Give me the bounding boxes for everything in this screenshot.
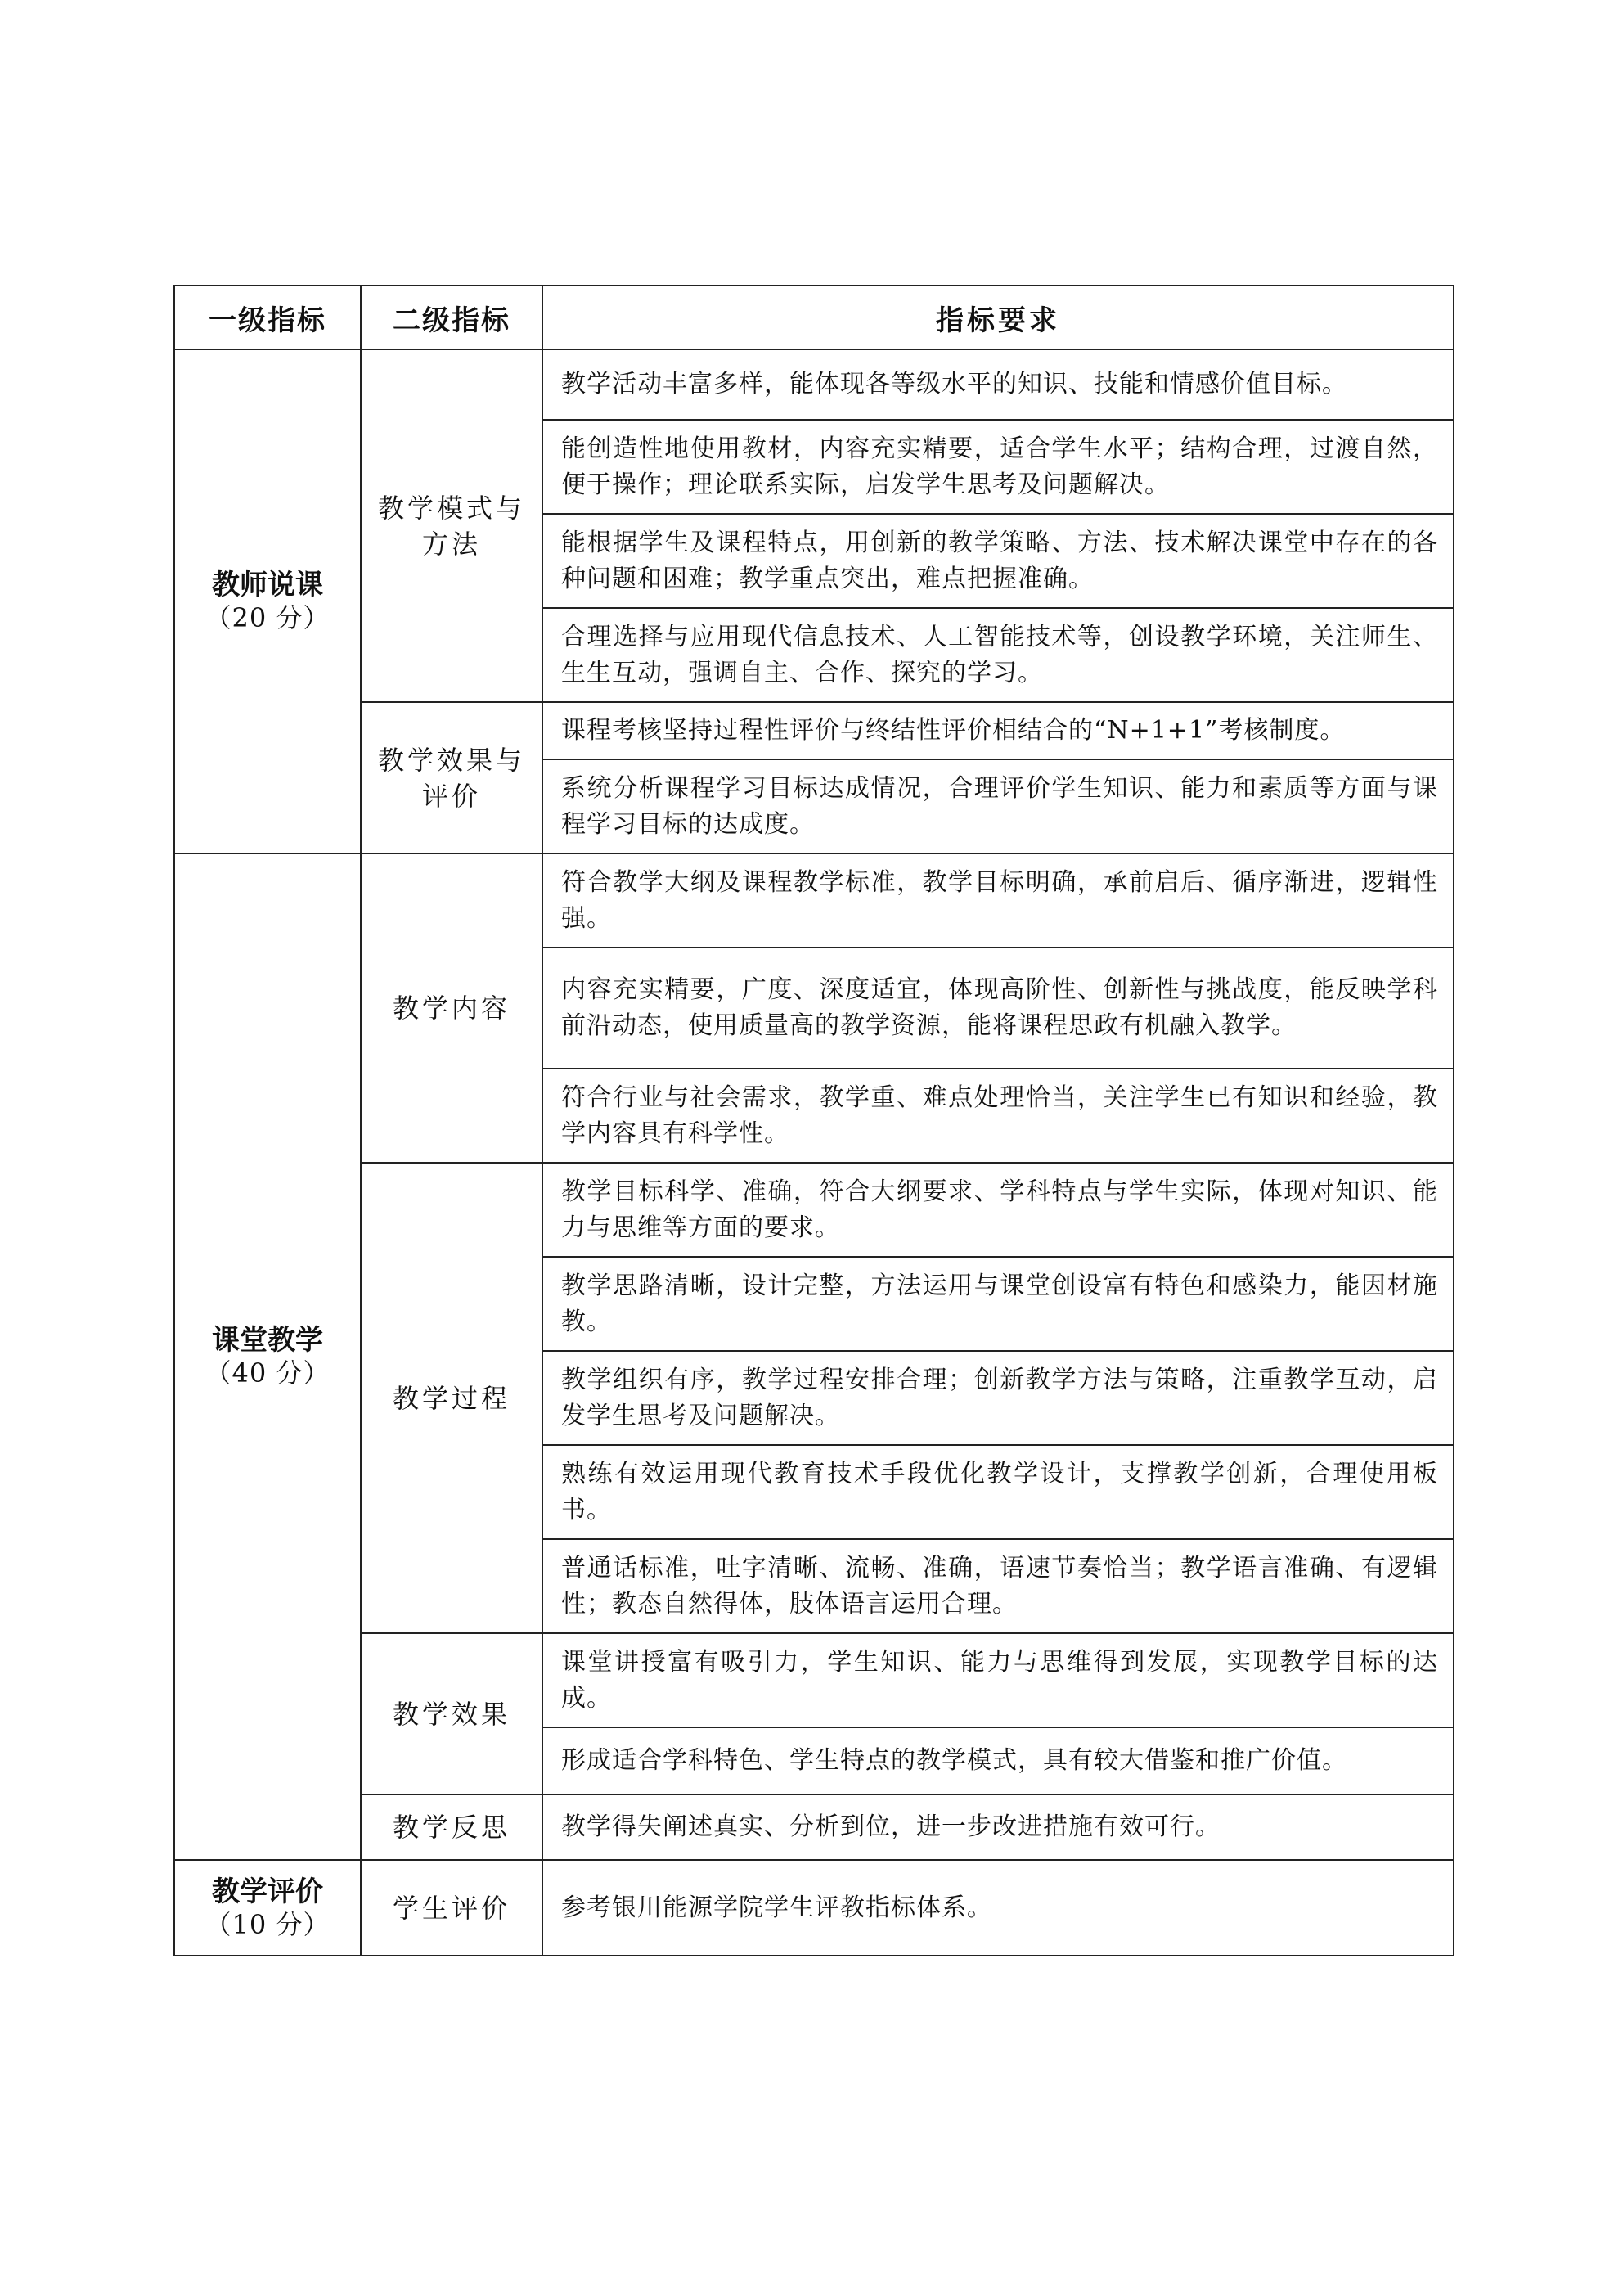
level1-name: 教学评价	[212, 1875, 323, 1908]
level2-label-line: 方法	[421, 528, 481, 560]
requirement-cell: 符合教学大纲及课程教学标准，教学目标明确，承前启后、循序渐进，逻辑性强。	[542, 853, 1454, 948]
level1-score: （20 分）	[205, 602, 330, 633]
requirement-cell: 教学目标科学、准确，符合大纲要求、学科特点与学生实际，体现对知识、能力与思维等方面的要求。	[542, 1163, 1454, 1257]
requirement-cell: 课程考核坚持过程性评价与终结性评价相结合的“N+1+1”考核制度。	[542, 702, 1454, 759]
table-row	[174, 1794, 1454, 1860]
level1-cell	[174, 1860, 361, 1956]
table-row	[174, 1633, 1454, 1727]
requirement-cell: 参考银川能源学院学生评教指标体系。	[542, 1860, 1454, 1956]
requirement-cell: 内容充实精要，广度、深度适宜，体现高阶性、创新性与挑战度，能反映学科前沿动态，使用质量高的教学资源，能将课程思政有机融入教学。	[542, 948, 1454, 1069]
level1-name: 课堂教学	[212, 1324, 323, 1357]
header-requirement: 指标要求	[542, 286, 1454, 349]
level2-cell: 教学内容	[361, 853, 542, 1163]
requirement-cell: 系统分析课程学习目标达成情况，合理评价学生知识、能力和素质等方面与课程学习目标的达成度。	[542, 759, 1454, 853]
requirement-cell: 普通话标准，吐字清晰、流畅、准确，语速节奏恰当；教学语言准确、有逻辑性；教态自然得体，肢体语言运用合理。	[542, 1539, 1454, 1633]
level1-cell	[174, 349, 361, 853]
requirement-cell: 教学组织有序，教学过程安排合理；创新教学方法与策略，注重教学互动，启发学生思考及问题解决。	[542, 1351, 1454, 1445]
level2-cell: 教学反思	[361, 1794, 542, 1860]
level2-cell: 学生评价	[361, 1860, 542, 1956]
level1-score: （10 分）	[205, 1908, 330, 1940]
requirement-cell: 教学思路清晰，设计完整，方法运用与课堂创设富有特色和感染力，能因材施教。	[542, 1257, 1454, 1351]
table-row	[174, 1163, 1454, 1257]
level2-cell: 教学效果	[361, 1633, 542, 1794]
requirement-cell: 教学活动丰富多样，能体现各等级水平的知识、技能和情感价值目标。	[542, 349, 1454, 420]
table-row	[174, 349, 1454, 420]
table-row	[174, 853, 1454, 948]
requirement-cell: 形成适合学科特色、学生特点的教学模式，具有较大借鉴和推广价值。	[542, 1727, 1454, 1794]
header-row	[174, 286, 1454, 349]
level2-cell: 教学过程	[361, 1163, 542, 1633]
requirement-cell: 教学得失阐述真实、分析到位，进一步改进措施有效可行。	[542, 1794, 1454, 1860]
level1-name: 教师说课	[212, 569, 323, 601]
requirement-cell: 课堂讲授富有吸引力，学生知识、能力与思维得到发展，实现教学目标的达成。	[542, 1633, 1454, 1727]
header-level2: 二级指标	[361, 286, 542, 349]
level2-label-line: 评价	[421, 780, 481, 812]
table-body	[174, 286, 1454, 1956]
requirement-cell: 熟练有效运用现代教育技术手段优化教学设计，支撑教学创新，合理使用板书。	[542, 1445, 1454, 1539]
table-row	[174, 702, 1454, 759]
evaluation-criteria-table	[173, 285, 1454, 1956]
header-level1: 一级指标	[174, 286, 361, 349]
requirement-cell: 符合行业与社会需求，教学重、难点处理恰当，关注学生已有知识和经验，教学内容具有科学性。	[542, 1069, 1454, 1163]
requirement-cell: 能创造性地使用教材，内容充实精要，适合学生水平；结构合理，过渡自然，便于操作；理论联系实际，启发学生思考及问题解决。	[542, 420, 1454, 514]
requirement-cell: 合理选择与应用现代信息技术、人工智能技术等，创设教学环境，关注师生、生生互动，强调自主、合作、探究的学习。	[542, 608, 1454, 702]
level1-score: （40 分）	[205, 1357, 330, 1389]
level2-cell	[361, 349, 542, 702]
level2-label-line: 教学效果与	[377, 744, 525, 776]
requirement-cell: 能根据学生及课程特点，用创新的教学策略、方法、技术解决课堂中存在的各种问题和困难；教学重点突出，难点把握准确。	[542, 514, 1454, 608]
table-row	[174, 1860, 1454, 1956]
level2-cell	[361, 702, 542, 853]
level1-cell	[174, 853, 361, 1860]
level2-label-line: 教学模式与	[377, 492, 525, 524]
